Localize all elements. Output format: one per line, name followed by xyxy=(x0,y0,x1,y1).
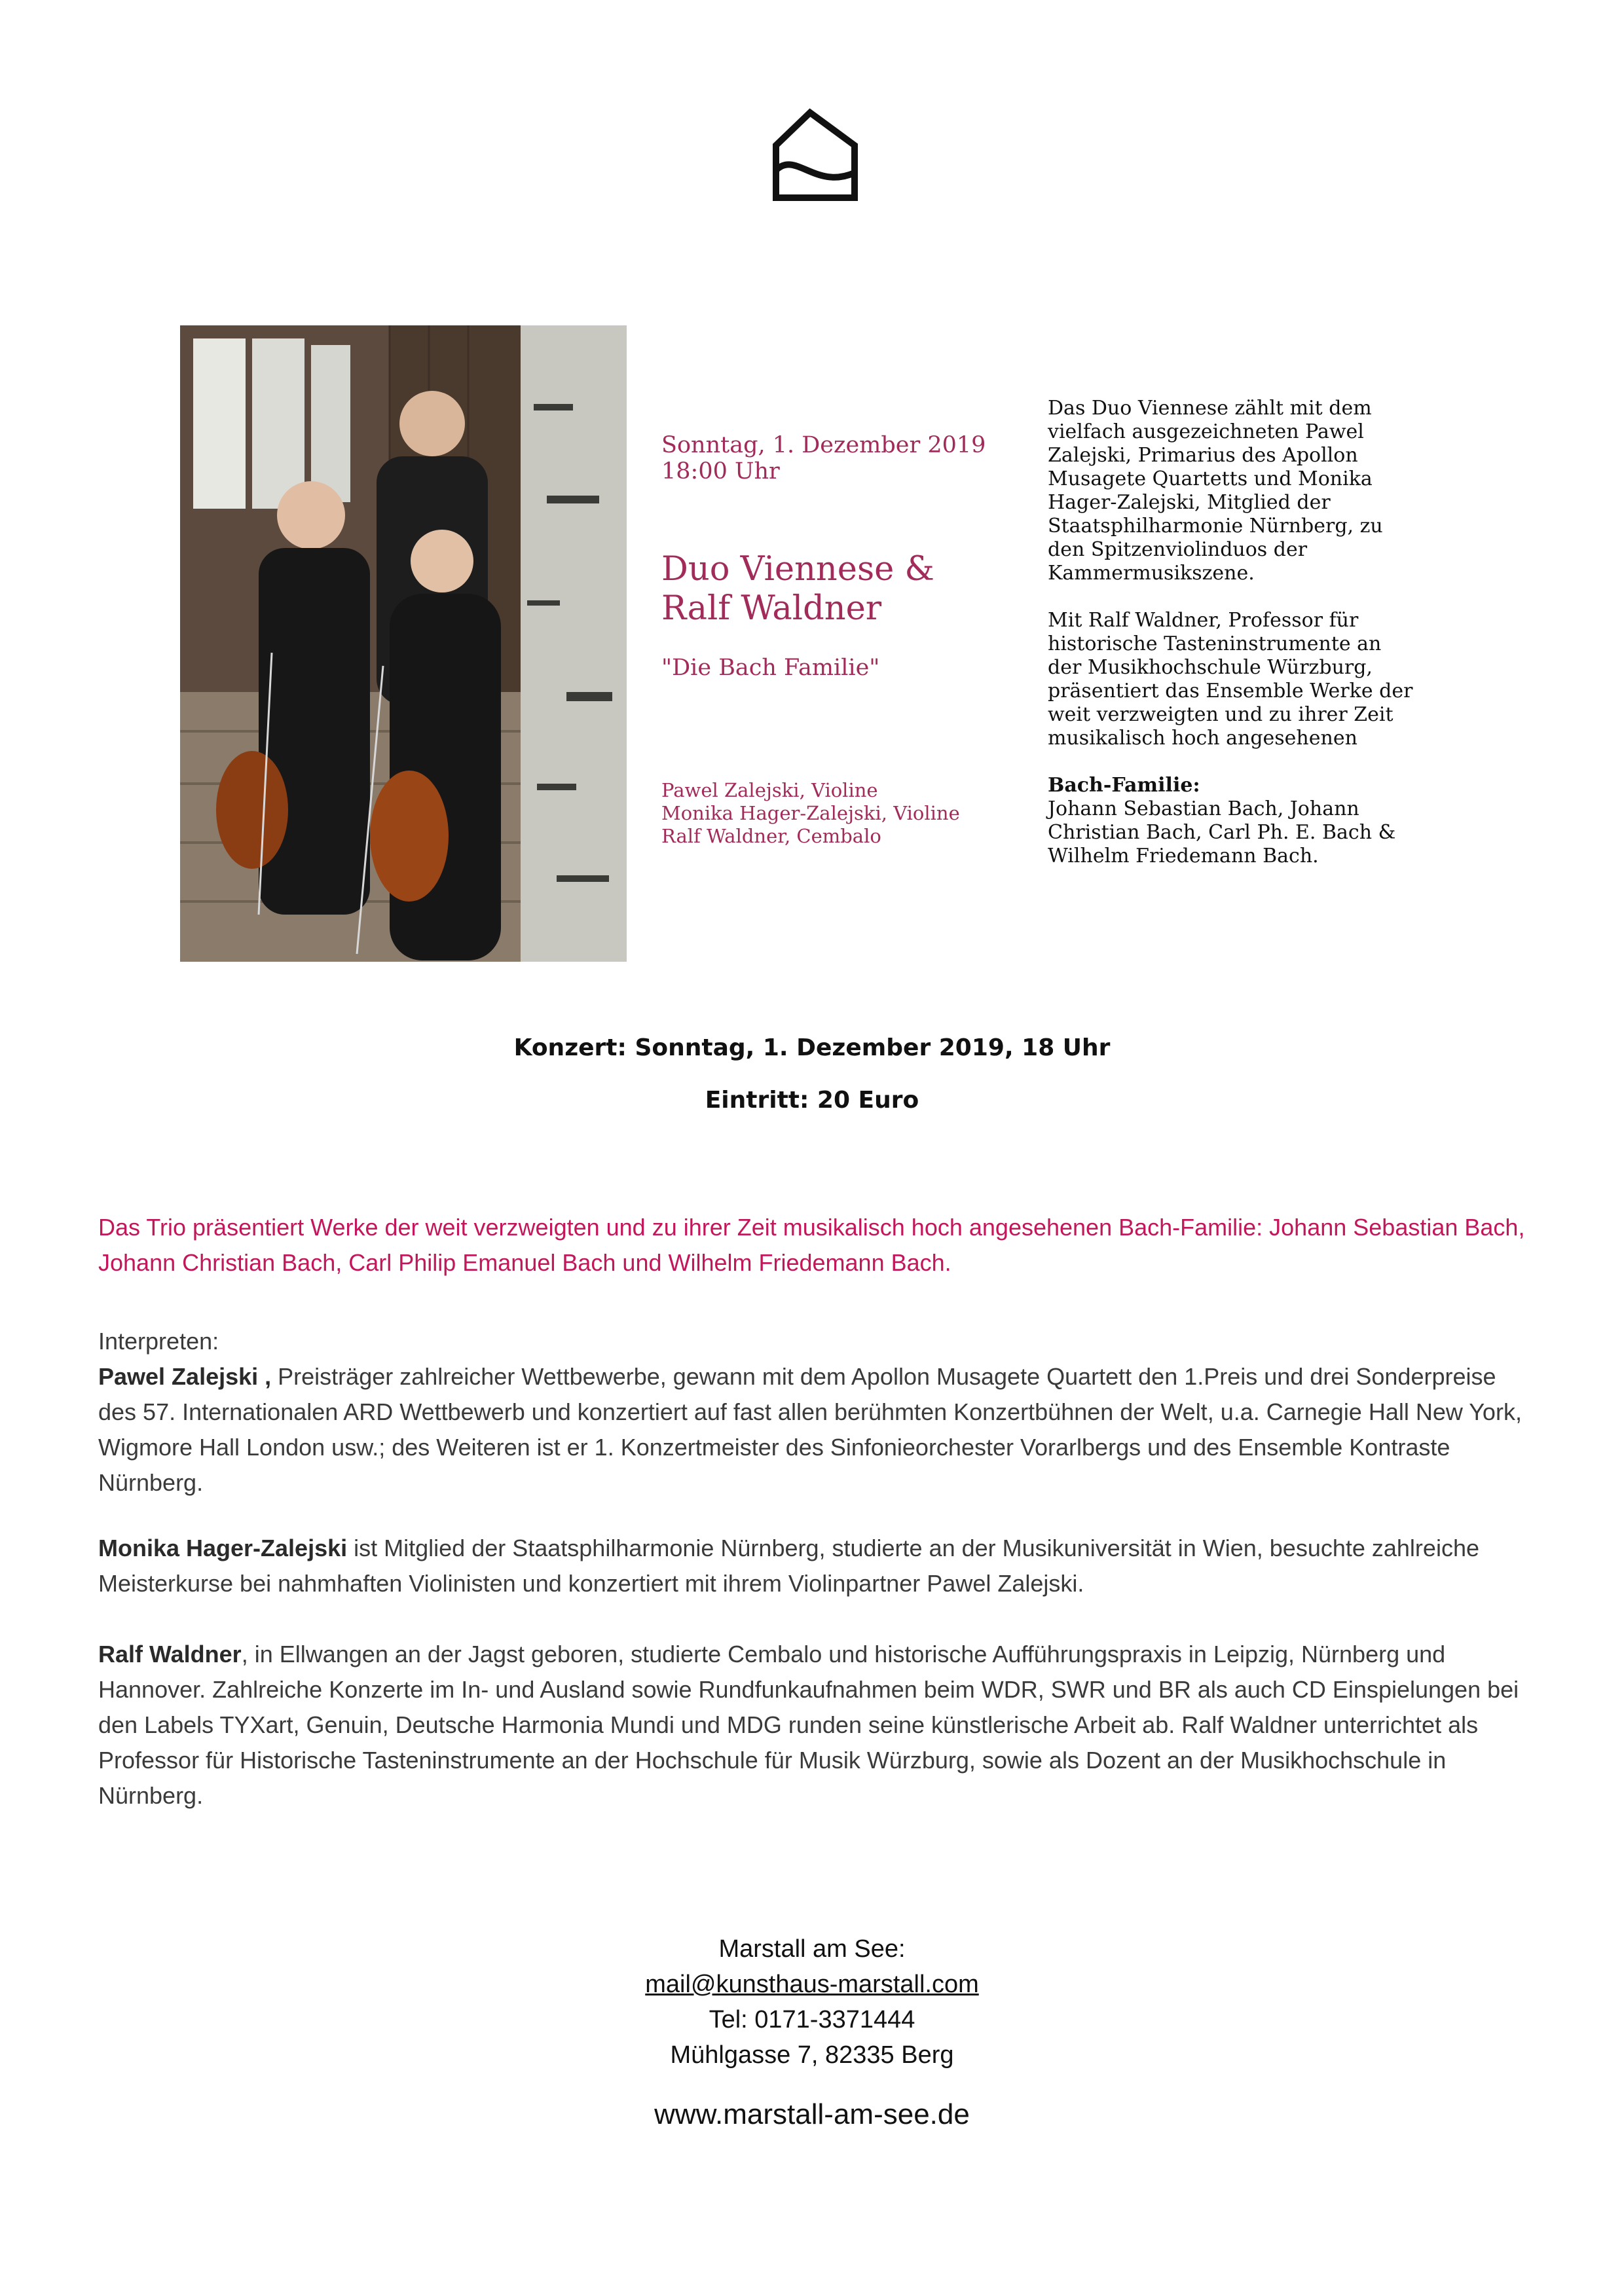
performer-item: Pawel Zalejski, Violine xyxy=(661,779,878,801)
phone-number: Tel: 0171-3371444 xyxy=(709,2006,915,2033)
venue-name: Marstall am See: xyxy=(718,1935,906,1963)
concert-line: Konzert: Sonntag, 1. Dezember 2019, 18 Uhr xyxy=(513,1034,1111,1061)
website-link[interactable]: www.marstall-am-see.de xyxy=(654,2098,970,2130)
flyer-description xyxy=(1048,397,1414,892)
interpreten-section xyxy=(98,1324,1526,1501)
bio-name: Monika Hager-Zalejski xyxy=(98,1535,348,1561)
address: Mühlgasse 7, 82335 Berg xyxy=(670,2041,954,2069)
description-paragraph: Das Duo Viennese zählt mit dem vielfach ausgezeichneten Pawel Zalejski, Primarius des Apollon Musagete Quartetts und Monika Hager-Zalejski, Mitglied der Staatsphilharmonie Nürnberg, zu den Spitzenviolinduos der Kammermusikszene. xyxy=(1048,397,1383,585)
flyer-info xyxy=(661,432,1002,848)
flyer-performers xyxy=(661,779,1002,848)
email-link[interactable]: mail@kunsthaus-marstall.com xyxy=(645,1971,979,1998)
flyer-title-line1: Duo Viennese & xyxy=(661,550,934,589)
bio-pawel xyxy=(98,1359,1526,1501)
bio-text: Preisträger zahlreicher Wettbewerbe, gewann mit dem Apollon Musagete Quartett den 1.Preis und drei Sonderpreise des 57. Internationalen ARD Wettbewerb und konzertiert auf fast allen berühmten Konzertbühnen der Welt, u.a. Carnegie Hall New York, Wigmore Hall London usw.; des Weiteren ist er 1. Konzertmeister des Sinfonieorchester Vorarlbergs und des Ensemble Kontraste Nürnberg. xyxy=(98,1363,1522,1496)
bio-text: ist Mitglied der Staatsphilharmonie Nürnberg, studierte an der Musikuniversität in Wien, besuchte zahlreiche Meisterkurse bei nahmhaften Violinisten und konzertiert mit ihrem Violinpartner Pawel Zalejski. xyxy=(98,1535,1479,1597)
bach-family-heading: Bach-Familie: xyxy=(1048,774,1200,797)
interpreten-heading: Interpreten: xyxy=(98,1328,219,1355)
performer-item: Monika Hager-Zalejski, Violine xyxy=(661,802,960,824)
bio-name: Pawel Zalejski , xyxy=(98,1363,272,1390)
flyer-time: 18:00 Uhr xyxy=(661,458,780,484)
house-wave-logo-icon xyxy=(769,105,861,203)
flyer-title-line2: Ralf Waldner xyxy=(661,589,882,628)
contact-footer xyxy=(0,1931,1624,2073)
entry-price: Eintritt: 20 Euro xyxy=(705,1087,919,1114)
performer-item: Ralf Waldner, Cembalo xyxy=(661,825,881,847)
flyer-date: Sonntag, 1. Dezember 2019 xyxy=(661,432,986,458)
bio-ralf xyxy=(98,1637,1526,1813)
bach-family-text: Johann Sebastian Bach, Johann Christian Bach, Carl Ph. E. Bach & Wilhelm Friedemann Bach. xyxy=(1048,797,1396,867)
flyer-title xyxy=(661,550,1002,629)
description-paragraph: Mit Ralf Waldner, Professor für historische Tasteninstrumente an der Musikhochschule Würzburg, präsentiert das Ensemble Werke der weit verzweigten und zu ihrer Zeit musikalisch hoch angesehenen xyxy=(1048,609,1413,750)
bio-name: Ralf Waldner xyxy=(98,1641,242,1667)
flyer-program: "Die Bach Familie" xyxy=(661,655,880,681)
bio-text: , in Ellwangen an der Jagst geboren, studierte Cembalo und historische Aufführungspraxis in Leipzig, Nürnberg und Hannover. Zahlreiche Konzerte im In- und Ausland sowie Rundfunkaufnahmen beim WDR, SWR und BR als auch CD Einspielungen bei den Labels TYXart, Genuin, Deutsche Harmonia Mundi und MDG runden seine künstlerische Arbeit ab. Ralf Waldner unterrichtet als Professor für Historische Tasteninstrumente an der Hochschule für Musik Würzburg, sowie als Dozent an der Musikhochschule in Nürnberg. xyxy=(98,1641,1519,1809)
bio-monika xyxy=(98,1531,1526,1601)
trio-photo xyxy=(180,325,627,962)
intro-text: Das Trio präsentiert Werke der weit verzweigten und zu ihrer Zeit musikalisch hoch angesehenen Bach-Familie: Johann Sebastian Bach, Johann Christian Bach, Carl Philip Emanuel Bach und Wilhelm Friedemann Bach. xyxy=(98,1214,1525,1276)
